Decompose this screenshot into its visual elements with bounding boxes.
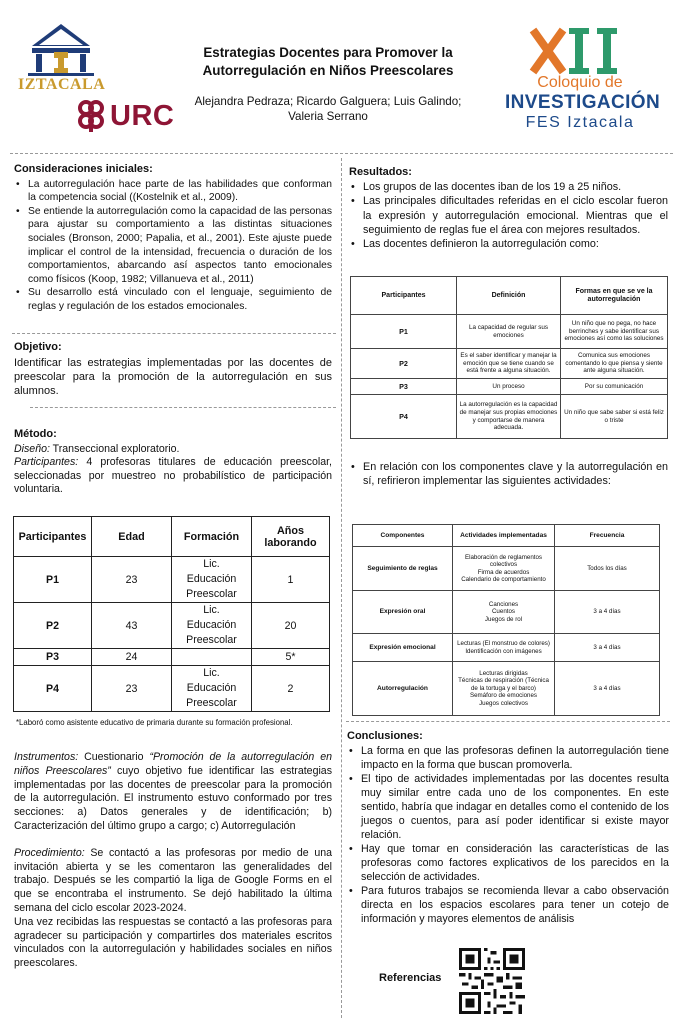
divider-after-objetivo: [30, 407, 336, 408]
referencias-label: Referencias: [379, 972, 442, 984]
table-row: [351, 349, 668, 379]
consideraciones-section: [14, 163, 332, 314]
table-cell: 20: [252, 603, 330, 649]
table-cell: Lic. Educación Preescolar: [172, 557, 252, 603]
table-header: Actividades implementadas: [453, 525, 555, 547]
table-row: [14, 649, 330, 666]
resultados-heading: Resultados:: [349, 166, 412, 178]
list-item: • La autorregulación hace parte de las habilidades que conforman la competencia social ((Kostelnik et al., 2009).: [14, 178, 332, 205]
table-cell: 23: [92, 666, 172, 712]
table-row: [351, 379, 668, 395]
list-item: • Los grupos de las docentes iban de los 19 a 25 niños.: [349, 180, 668, 194]
table-row: [14, 557, 330, 603]
iztacala-logo: [18, 18, 104, 94]
componentes-list: [349, 460, 668, 488]
coloquio-line3: FES Iztacala: [525, 114, 635, 131]
table-row: [351, 315, 668, 349]
instrumentos-label: Instrumentos:: [14, 751, 79, 763]
participantes-label: Participantes:: [14, 456, 79, 469]
table-cell: P4: [351, 395, 457, 439]
diseno-text: Transeccional exploratorio.: [49, 442, 180, 455]
table-cell: Es el saber identificar y manejar la emoción que se tiene cuando se está frente a alguna situación.: [457, 349, 561, 379]
table-cell: Lic. Educación Preescolar: [172, 603, 252, 649]
objetivo-text: Identificar las estrategias implementadas por las docentes de preescolar para la promoción de la autorregulación en sus alumnos.: [14, 356, 332, 398]
consideraciones-list: [14, 178, 332, 314]
instrumentos-paragraph: [14, 751, 332, 834]
column-divider: [341, 158, 342, 1018]
coloquio-line1: Coloquio de: [537, 74, 623, 91]
table-cell: P1: [14, 557, 92, 603]
diseno-label: Diseño:: [14, 442, 50, 455]
resultados-section: [349, 165, 668, 251]
procedimiento-paragraph: [14, 847, 332, 916]
divider-after-resultados: [346, 721, 670, 722]
procedimiento-label: Procedimiento:: [14, 846, 85, 859]
xii-numeral-icon: [505, 26, 655, 76]
conclusiones-heading: Conclusiones:: [347, 730, 423, 742]
consideraciones-heading: Consideraciones iniciales:: [14, 163, 153, 175]
table-header: Frecuencia: [555, 525, 660, 547]
componentes-section: [349, 460, 668, 488]
table-header: Participantes: [14, 517, 92, 557]
table-cell: 24: [92, 649, 172, 666]
table-header: Participantes: [351, 277, 457, 315]
table-cell: P2: [14, 603, 92, 649]
table-cell: Un niño que sabe saber si está feliz o triste: [561, 395, 668, 439]
urc-logo: [76, 97, 186, 135]
list-item: • El tipo de actividades implementadas por las docentes resulta muy similar entre cada uno de los componentes. En este sentido, habría que indagar en detalles como el contenido de los juegos o cuentos, para así poder identificar si existe mayor relación.: [347, 772, 669, 842]
table-cell: Lecturas dirigidas Técnicas de respiración (Técnica de la tortuga y el barco) Semáforo de emociones Juegos colectivos: [453, 662, 555, 716]
list-item: • Su desarrollo está vinculado con el lenguaje, seguimiento de reglas y regulación de los estados emocionales.: [14, 286, 332, 313]
table-header: Componentes: [353, 525, 453, 547]
iztacala-wordmark: IZTACALA: [18, 76, 106, 93]
participantes-text: 4 profesoras titulares de educación preescolar, seleccionadas por muestreo no probabilístico de participación voluntaria.: [14, 456, 332, 496]
table-cell: La capacidad de regular sus emociones: [457, 315, 561, 349]
urc-wordmark: URC: [110, 99, 175, 132]
table-header: Formación: [172, 517, 252, 557]
table-cell: Expresión emocional: [353, 634, 453, 662]
table-cell: [172, 649, 252, 666]
list-item: • Hay que tomar en consideración las características de las profesoras como factores explicativos de los parecidos en la selección de actividades.: [347, 842, 669, 884]
list-item: • Se entiende la autorregulación como la capacidad de las personas para ajustar su comportamiento a las distintas situaciones sociales (Bronson, 2000; Papalia, et al., 2001). Este ajuste puede implicar el control de la intensidad, frecuencia o duración de los comportamientos, abarcando así aspectos tanto emocionales como físicos (Koop, 1982; Villanueva et al., 2011): [14, 205, 332, 287]
table-row: [353, 591, 660, 634]
table-row: [351, 395, 668, 439]
table-cell: Un proceso: [457, 379, 561, 395]
coloquio-line2: INVESTIGACIÓN: [505, 92, 661, 113]
objetivo-heading: Objetivo:: [14, 341, 62, 353]
participantes-paragraph: [14, 456, 332, 497]
diseno-paragraph: [14, 443, 332, 457]
metodo-section: [14, 428, 332, 497]
instrumentos-section: [14, 751, 332, 971]
table-header: Formas en que se ve la autorregulación: [561, 277, 668, 315]
table-footnote: *Laboró como asistente educativo de primaria durante su formación profesional.: [16, 718, 293, 727]
coloquio-logo: [505, 26, 661, 136]
table-header-row: [14, 517, 330, 557]
table-cell: P3: [14, 649, 92, 666]
table-cell: P1: [351, 315, 457, 349]
metodo-heading: Método:: [14, 428, 57, 440]
table-cell: Expresión oral: [353, 591, 453, 634]
table-row: [14, 666, 330, 712]
instrumentos-text: cuyo objetivo fue identificar las estrategias implementadas por las docentes de preescolar para la promoción de la autorregulación. El instrumento estuvo conformado por tres secciones: a) Datos generales y de identificación; b) Caracterización del último grupo a cargo; c) Autorregulación: [14, 764, 332, 832]
objetivo-section: [14, 341, 332, 399]
table-cell: Lic. Educación Preescolar: [172, 666, 252, 712]
table-cell: Lecturas (El monstruo de colores) Identificación con imágenes: [453, 634, 555, 662]
instrumento-title: “Promoción de la autorregulación en niños Preescolares”: [14, 751, 332, 777]
table-cell: La autorregulación es la capacidad de manejar sus propias emociones y comportarse de manera adecuada.: [457, 395, 561, 439]
poster-title: Estrategias Docentes para Promover la Autorregulación en Niños Preescolares: [202, 45, 454, 78]
table-cell: P2: [351, 349, 457, 379]
table-cell: P3: [351, 379, 457, 395]
header-divider: [10, 153, 673, 154]
table-header: Edad: [92, 517, 172, 557]
table-cell: Elaboración de reglamentos colectivos Firma de acuerdos Calendario de comportamiento: [453, 547, 555, 591]
table-header-row: [351, 277, 668, 315]
table-cell: 1: [252, 557, 330, 603]
list-item: • Para futuros trabajos se recomienda llevar a cabo observación directa en los espacios escolares para tener un cotejo de información y mayores elementos de análisis: [347, 884, 669, 926]
instrumentos-mid: Cuestionario: [78, 751, 150, 763]
qr-code-icon[interactable]: [459, 948, 525, 1014]
table-cell: 43: [92, 603, 172, 649]
table-header-row: [353, 525, 660, 547]
participantes-table: [13, 516, 330, 712]
table-cell: P4: [14, 666, 92, 712]
table-row: [353, 547, 660, 591]
table-cell: 23: [92, 557, 172, 603]
table-cell: Todos los días: [555, 547, 660, 591]
table-cell: Seguimiento de reglas: [353, 547, 453, 591]
actividades-table: [352, 524, 660, 716]
conclusiones-section: [347, 729, 669, 926]
table-cell: 3 a 4 días: [555, 591, 660, 634]
cierre-paragraph: Una vez recibidas las respuestas se contactó a las profesoras para agradecer su participación y compartirles dos materiales escritos vinculados con la autorregulación y habilidades sociales en niños preescolares.: [14, 915, 332, 970]
table-row: [353, 662, 660, 716]
procedimiento-text: Se contactó a las profesoras por medio de una invitación abierta y se les comentaron las generalidades del trabajo. Después se les compartió la liga de Google Forms en el que se encontraba el instrumento. Se dejó habilitado la última semana del ciclo escolar 2023-2024.: [14, 846, 332, 914]
table-row: [14, 603, 330, 649]
table-cell: Autorregulación: [353, 662, 453, 716]
table-cell: 2: [252, 666, 330, 712]
poster-authors: Alejandra Pedraza; Ricardo Galguera; Luis Galindo; Valeria Serrano: [194, 95, 462, 123]
urc-knot-icon: [76, 99, 106, 133]
table-cell: Canciones Cuentos Juegos de rol: [453, 591, 555, 634]
list-item: • La forma en que las profesoras definen la autorregulación tiene impacto en la forma que buscan promoverla.: [347, 744, 669, 772]
table-row: [353, 634, 660, 662]
list-item: • Las docentes definieron la autorregulación como:: [349, 237, 668, 251]
table-cell: 5*: [252, 649, 330, 666]
list-item: • En relación con los componentes clave y la autorregulación en sí, refirieron implementar las siguientes actividades:: [349, 460, 668, 488]
table-cell: 3 a 4 días: [555, 662, 660, 716]
table-cell: 3 a 4 días: [555, 634, 660, 662]
table-cell: Comunica sus emociones comentando lo que piensa y siente ante alguna situación.: [561, 349, 668, 379]
table-cell: Un niño que no pega, no hace berrinches y sabe identificar sus emociones así como las soluciones: [561, 315, 668, 349]
divider-after-consideraciones: [12, 333, 336, 334]
table-header: Años laborando: [252, 517, 330, 557]
definiciones-table: [350, 276, 668, 439]
conclusiones-list: [347, 744, 669, 926]
table-header: Definición: [457, 277, 561, 315]
list-item: • Las principales dificultades referidas en el ciclo escolar fueron la expresión y autorregulación emocional. Mientras que el seguimiento de reglas fue el área con mejores resultados.: [349, 194, 668, 237]
resultados-list: [349, 180, 668, 251]
table-cell: Por su comunicación: [561, 379, 668, 395]
